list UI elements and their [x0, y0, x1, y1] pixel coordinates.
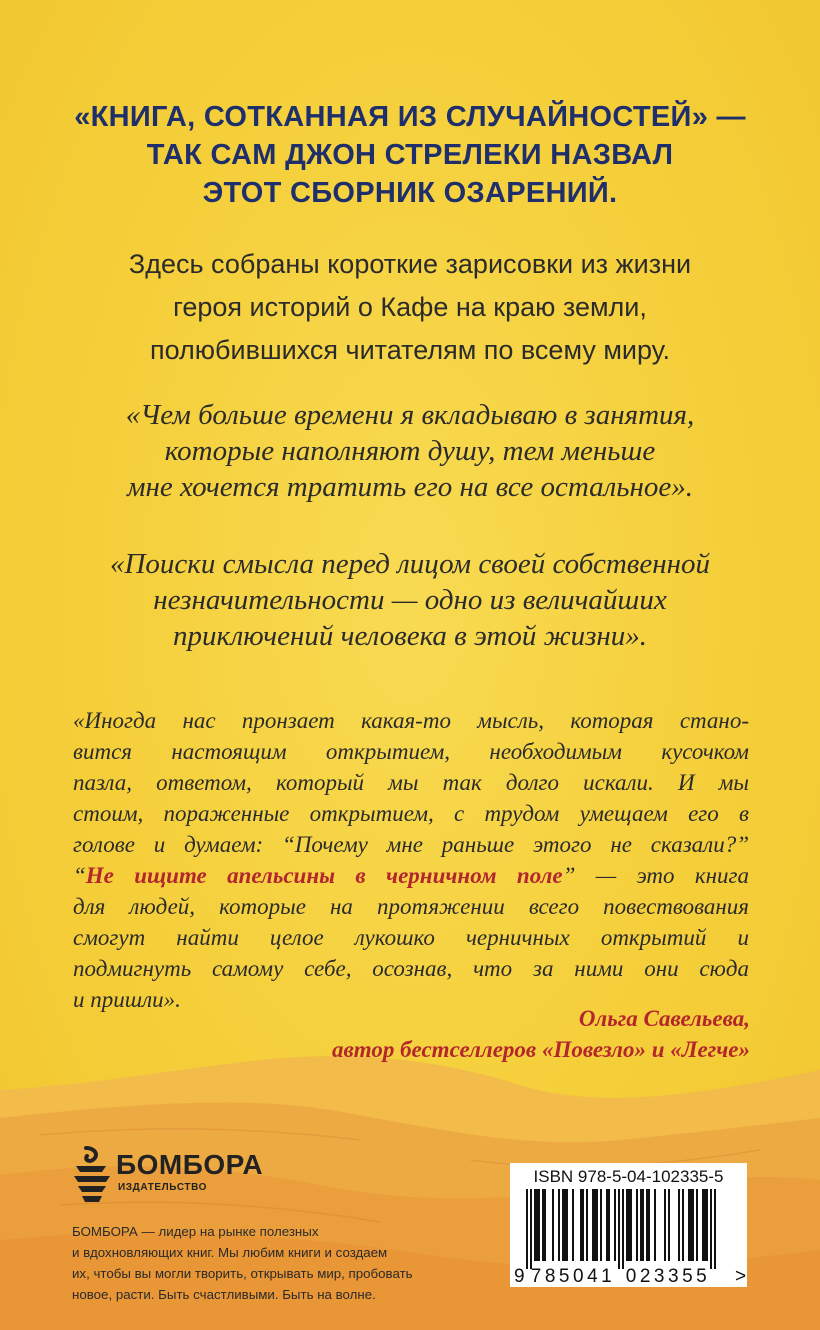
barcode-bar [562, 1189, 564, 1261]
barcode-bar [626, 1189, 628, 1261]
review-line: вится настоящим открытием, необходимым кусочком [73, 739, 749, 764]
review-line: и пришли». [73, 987, 181, 1012]
ean-quiet-zone-marker: > [735, 1266, 747, 1287]
barcode-bar [646, 1189, 648, 1261]
publisher-name: БОМБОРА [116, 1149, 264, 1180]
barcode-bar [636, 1189, 638, 1261]
isbn-label: ISBN 978-5-04-102335-5 [533, 1167, 724, 1186]
review-line: стоим, пораженные открытием, с трудом умещаем его в [73, 801, 749, 826]
barcode-bar [696, 1189, 698, 1261]
barcode-bar [640, 1189, 642, 1261]
barcode-bar [542, 1189, 544, 1261]
intro-line: Здесь собраны короткие зарисовки из жизни [128, 249, 692, 279]
barcode-bar [530, 1189, 532, 1269]
barcode-bar [536, 1189, 538, 1261]
barcode-bar [682, 1189, 684, 1261]
barcode-bar [580, 1189, 582, 1261]
barcode-bar [594, 1189, 596, 1261]
ean-right-digits: 023355 [625, 1266, 711, 1287]
barcode-bar [706, 1189, 708, 1261]
quote-line: «Поиски смысла перед лицом своей собственной [109, 548, 711, 580]
title-quote-close: ” — это книга [562, 863, 749, 888]
publisher-description [72, 1221, 472, 1305]
reviewer-name: Ольга Савельева, [578, 1006, 750, 1031]
quote-line: которые наполняют душу, тем меньше [164, 435, 656, 467]
barcode-bar [538, 1189, 540, 1261]
headline-line: ЭТОТ СБОРНИК ОЗАРЕНИЙ. [202, 177, 618, 209]
headline-line: «КНИГА, СОТКАННАЯ ИЗ СЛУЧАЙНОСТЕЙ» — [74, 101, 746, 133]
publisher-line: их, чтобы вы могли творить, открывать мир, пробовать [72, 1266, 413, 1281]
barcode-bar [572, 1189, 574, 1261]
barcode-bar [600, 1189, 602, 1261]
barcode-bar [688, 1189, 690, 1261]
quote-line: незначительности — одно из величайших [153, 584, 667, 616]
barcode-bar [648, 1189, 650, 1261]
reviewer-role: автор бестселлеров «Повезло» и «Легче» [331, 1037, 750, 1062]
barcode-bar [704, 1189, 706, 1261]
publisher-line: новое, расти. Быть счастливыми. Быть на волне. [72, 1287, 376, 1302]
barcode-bar [622, 1189, 624, 1269]
barcode-bar [608, 1189, 610, 1261]
barcode-bar [566, 1189, 568, 1261]
barcode-bar [642, 1189, 644, 1261]
barcode-bar [552, 1189, 554, 1261]
review-line-with-title [73, 860, 749, 891]
barcode-bar [692, 1189, 694, 1261]
headline [40, 98, 780, 212]
barcode-bar [544, 1189, 546, 1261]
barcode-bar [690, 1189, 692, 1261]
barcode-bar [630, 1189, 632, 1261]
barcode-bar [558, 1189, 560, 1261]
quote-line: «Чем больше времени я вкладываю в занятия, [125, 399, 695, 431]
review-line: подмигнуть самому себе, осознав, что за ними они сюда [73, 956, 749, 981]
ean-left-digits: 785041 [530, 1266, 616, 1287]
publisher-subtitle: ИЗДАТЕЛЬСТВО [118, 1182, 208, 1193]
review-attribution [332, 1003, 750, 1065]
headline-line: ТАК САМ ДЖОН СТРЕЛЕКИ НАЗВАЛ [146, 139, 674, 171]
barcode-bar [596, 1189, 598, 1261]
title-quote-open: “ [73, 863, 86, 888]
barcode-bar [702, 1189, 704, 1261]
intro-line: героя историй о Кафе на краю земли, [173, 292, 647, 322]
review-line: голове и думаем: “Почему мне раньше этого не сказали?” [73, 832, 749, 857]
intro-paragraph [30, 243, 790, 372]
barcode-bar [592, 1189, 594, 1261]
barcode-bar [606, 1189, 608, 1261]
barcode-bars [510, 1163, 747, 1287]
barcode-bar [564, 1189, 566, 1261]
barcode-bar [678, 1189, 680, 1261]
barcode-bar [534, 1189, 536, 1261]
intro-line: полюбившихся читателям по всему миру. [150, 335, 670, 365]
author-quote-1 [30, 397, 790, 505]
barcode-bar [664, 1189, 666, 1261]
barcode-bar [654, 1189, 656, 1261]
publisher-line: БОМБОРА — лидер на рынке полезных [72, 1224, 319, 1239]
bombora-wave-logo-icon [72, 1146, 112, 1204]
barcode-bar [714, 1189, 716, 1269]
ean-first-digit: 9 [514, 1266, 525, 1287]
publisher-logo [72, 1146, 264, 1204]
review-line: «Иногда нас пронзает какая-то мысль, которая стано- [73, 708, 749, 733]
barcode-bar [526, 1189, 528, 1269]
review-line: пазла, ответом, который мы так долго искали. И мы [73, 770, 749, 795]
barcode-bar [668, 1189, 670, 1261]
quote-line: мне хочется тратить его на все остальное». [127, 471, 693, 503]
book-title-highlight: Не ищите апельсины в черничном поле [85, 863, 563, 888]
author-quote-2 [30, 546, 790, 654]
barcode-bar [586, 1189, 588, 1261]
publisher-line: и вдохновляющих книг. Мы любим книги и создаем [72, 1245, 388, 1260]
review-blurb [73, 705, 749, 1015]
review-line: смогут найти целое лукошко черничных открытий и [73, 925, 749, 950]
barcode-bar [582, 1189, 584, 1261]
barcode-bar [710, 1189, 712, 1269]
barcode-bar [618, 1189, 620, 1269]
review-line: для людей, которые на протяжении всего повествования [73, 894, 749, 919]
barcode-bar [614, 1189, 616, 1261]
isbn-barcode [510, 1163, 747, 1287]
quote-line: приключений человека в этой жизни». [172, 620, 648, 652]
barcode-bar [628, 1189, 630, 1261]
